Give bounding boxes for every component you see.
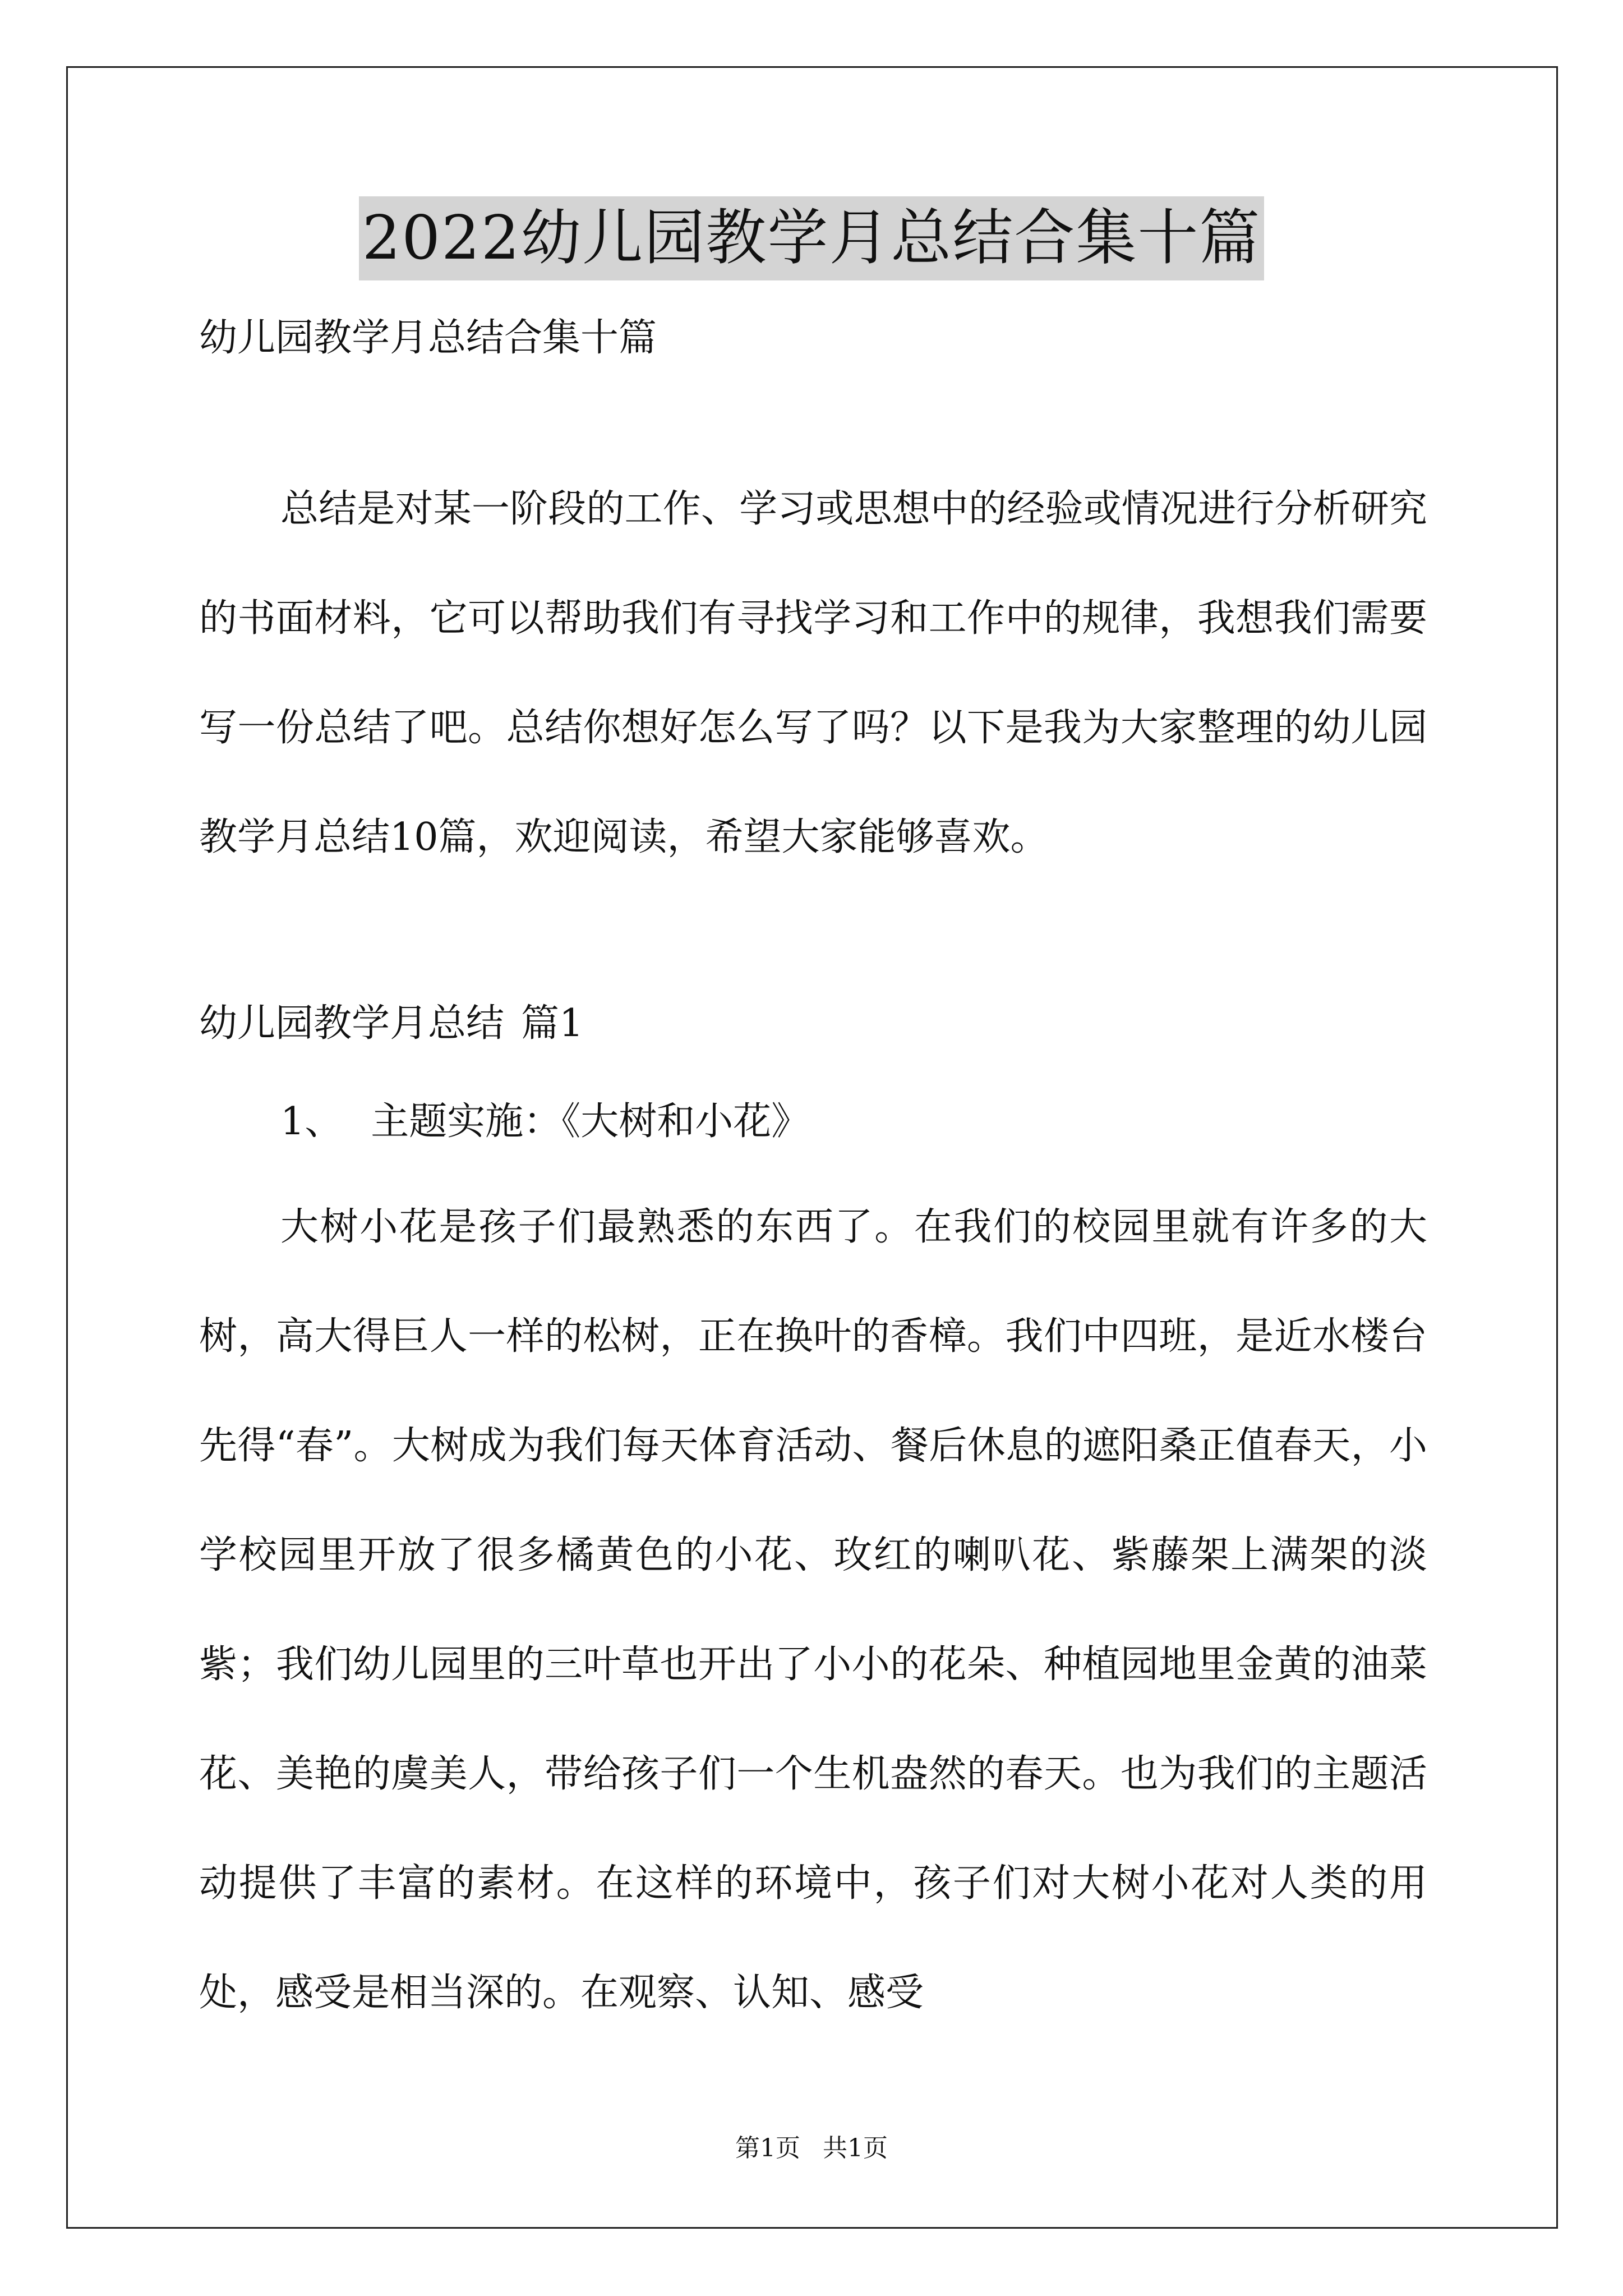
list-item-number: 1、: [280, 1099, 343, 1144]
page-total: 共1页: [823, 2134, 888, 2162]
page-footer: [0, 2132, 1623, 2165]
intro-paragraph: 总结是对某一阶段的工作、学习或思想中的经验或情况进行分析研究的书面材料，它可以帮助我们有寻找学习和工作中的规律，我想我们需要写一份总结了吧。总结你想好怎么写了吗？以下是我为大家整理的幼儿园教学月总结10篇，欢迎阅读，希望大家能够喜欢。: [199, 487, 1427, 859]
title-container: [0, 196, 1623, 280]
list-item: [280, 1094, 809, 1150]
document-subtitle: 幼儿园教学月总结合集十篇: [199, 316, 657, 360]
section-heading-text: 幼儿园教学月总结: [199, 1001, 505, 1046]
list-item-text: 主题实施：《大树和小花》: [371, 1099, 810, 1144]
section-heading-number: 篇1: [521, 1001, 584, 1046]
section-paragraph: 大树小花是孩子们最熟悉的东西了。在我们的校园里就有许多的大树，高大得巨人一样的松树，正在换叶的香樟。我们中四班，是近水楼台先得“春”。大树成为我们每天体育活动、餐后休息的遮阳桑正值春天，小学校园里开放了很多橘黄色的小花、玫红的喇叭花、紫藤架上满架的淡紫；我们幼儿园里的三叶草也开出了小小的花朵、种植园地里金黄的油菜花、美艳的虞美人，带给孩子们一个生机盎然的春天。也为我们的主题活动提供了丰富的素材。在这样的环境中，孩子们对大树小花对人类的用处，感受是相当深的。在观察、认知、感受: [199, 1205, 1427, 2015]
section-heading: [199, 996, 583, 1052]
page-number: 第1页: [735, 2134, 800, 2162]
document-title: 2022幼儿园教学月总结合集十篇: [359, 196, 1265, 280]
